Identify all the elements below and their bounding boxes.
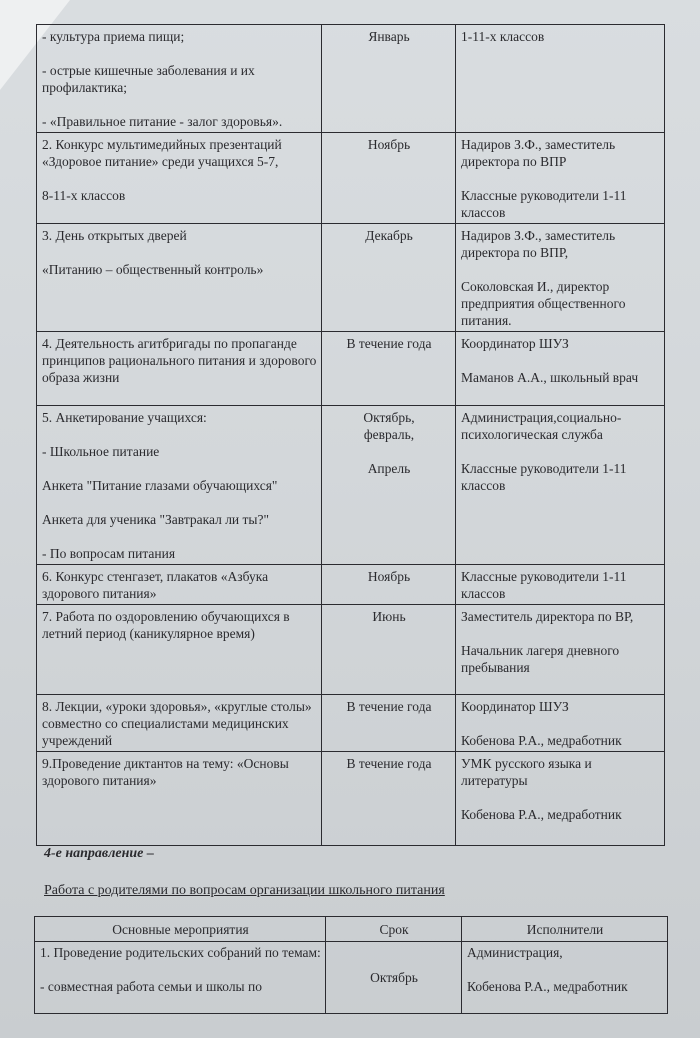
term-cell bbox=[322, 332, 456, 406]
term-cell bbox=[322, 25, 456, 133]
section-subheading: Работа с родителями по вопросам организации школьного питания bbox=[44, 883, 445, 898]
cell-line: В течение года bbox=[346, 756, 432, 771]
executor-line: Кобенова Р.А., медработник bbox=[467, 979, 628, 994]
cell-line bbox=[461, 170, 660, 187]
cell-line bbox=[461, 789, 660, 806]
executors-cell bbox=[456, 565, 665, 605]
table-row bbox=[37, 406, 665, 565]
cell-line: - Школьное питание bbox=[42, 444, 160, 459]
cell-line: Апрель bbox=[367, 461, 411, 476]
cell-line: Классные руководители 1-11 классов bbox=[461, 461, 627, 493]
cell-line: Маманов А.А., школьный врач bbox=[461, 370, 639, 385]
parents-table bbox=[34, 916, 668, 1014]
table-row bbox=[37, 752, 665, 846]
event-line: 1. Проведение родительских собраний по темам: bbox=[40, 945, 321, 960]
event-cell bbox=[35, 942, 326, 1014]
table-row bbox=[37, 332, 665, 406]
cell-line: «Питанию – общественный контроль» bbox=[42, 262, 264, 277]
cell-line: 7. Работа по оздоровлению обучающихся в летний период (каникулярное время) bbox=[42, 609, 290, 641]
cell-line bbox=[327, 443, 451, 460]
cell-line: - По вопросам питания bbox=[42, 546, 176, 561]
cell-line: 8-11-х классов bbox=[42, 188, 126, 203]
header-executors: Исполнители bbox=[462, 917, 668, 942]
executors-cell bbox=[456, 133, 665, 224]
cell-line: 6. Конкурс стенгазет, плакатов «Азбука здорового питания» bbox=[42, 569, 269, 601]
table-row bbox=[37, 695, 665, 752]
cell-line: В течение года bbox=[346, 336, 432, 351]
cell-line: Октябрь, bbox=[363, 410, 415, 425]
cell-line: Кобенова Р.А., медработник bbox=[461, 733, 622, 748]
term-cell: Октябрь bbox=[326, 942, 462, 1014]
cell-line bbox=[42, 494, 317, 511]
cell-line: 3. День открытых дверей bbox=[42, 228, 187, 243]
event-cell bbox=[37, 133, 322, 224]
cell-line bbox=[461, 715, 660, 732]
table-header-row bbox=[35, 917, 668, 942]
event-cell bbox=[37, 224, 322, 332]
cell-line bbox=[461, 261, 660, 278]
event-cell bbox=[37, 332, 322, 406]
table-row bbox=[37, 565, 665, 605]
cell-line: Анкета для ученика "Завтракал ли ты?" bbox=[42, 512, 270, 527]
executors-cell bbox=[456, 605, 665, 695]
cell-line: - «Правильное питание - залог здоровья». bbox=[42, 114, 283, 129]
cell-line: Соколовская И., директор предприятия общественного питания. bbox=[461, 279, 626, 328]
executors-cell bbox=[456, 752, 665, 846]
event-cell bbox=[37, 752, 322, 846]
cell-line: Классные руководители 1-11 классов bbox=[461, 188, 627, 220]
cell-line bbox=[42, 244, 317, 261]
cell-line: УМК русского языка и литературы bbox=[461, 756, 592, 788]
table-row bbox=[35, 942, 668, 1014]
cell-line bbox=[42, 528, 317, 545]
term-cell bbox=[322, 752, 456, 846]
term-cell bbox=[322, 406, 456, 565]
events-table bbox=[36, 24, 665, 846]
executors-cell bbox=[456, 332, 665, 406]
cell-line: Декабрь bbox=[365, 228, 413, 243]
cell-line: 1-11-х классов bbox=[461, 29, 545, 44]
event-cell bbox=[37, 695, 322, 752]
cell-line bbox=[461, 625, 660, 642]
header-events: Основные мероприятия bbox=[35, 917, 326, 942]
executors-cell bbox=[456, 224, 665, 332]
executor-line: Администрация, bbox=[467, 945, 563, 960]
cell-line: Заместитель директора по ВР, bbox=[461, 609, 634, 624]
table-row bbox=[37, 133, 665, 224]
cell-line bbox=[42, 426, 317, 443]
event-cell bbox=[37, 25, 322, 133]
cell-line: - острые кишечные заболевания и их профилактика; bbox=[42, 63, 255, 95]
cell-line: - культура приема пищи; bbox=[42, 29, 185, 44]
event-line: - совместная работа семьи и школы по bbox=[40, 979, 262, 994]
table-row bbox=[37, 224, 665, 332]
section-heading: 4-е направление – bbox=[44, 846, 154, 861]
cell-line bbox=[42, 96, 317, 113]
table-row bbox=[37, 25, 665, 133]
cell-line: 2. Конкурс мультимедийных презентаций «Здоровое питание» среди учащихся 5-7, bbox=[42, 137, 282, 169]
cell-line bbox=[42, 460, 317, 477]
cell-line: Администрация,социально-психологическая служба bbox=[461, 410, 622, 442]
cell-line: Надиров З.Ф., заместитель директора по ВПР, bbox=[461, 228, 616, 260]
term-cell bbox=[322, 565, 456, 605]
cell-line: В течение года bbox=[346, 699, 432, 714]
term-cell bbox=[322, 695, 456, 752]
term-cell bbox=[322, 133, 456, 224]
cell-line: Июнь bbox=[372, 609, 406, 624]
table-row bbox=[37, 605, 665, 695]
cell-line: Классные руководители 1-11 классов bbox=[461, 569, 627, 601]
cell-line: Ноябрь bbox=[367, 569, 411, 584]
cell-line: Ноябрь bbox=[367, 137, 411, 152]
executors-cell bbox=[456, 695, 665, 752]
executors-cell bbox=[456, 406, 665, 565]
event-cell bbox=[37, 565, 322, 605]
cell-line: Анкета "Питание глазами обучающихся" bbox=[42, 478, 278, 493]
cell-line: Начальник лагеря дневного пребывания bbox=[461, 643, 620, 675]
cell-line: Надиров З.Ф., заместитель директора по ВПР bbox=[461, 137, 616, 169]
cell-line: Январь bbox=[368, 29, 410, 44]
cell-line bbox=[42, 45, 317, 62]
term-cell bbox=[322, 224, 456, 332]
executors-cell bbox=[462, 942, 668, 1014]
cell-line: Координатор ШУЗ bbox=[461, 699, 569, 714]
cell-line: 5. Анкетирование учащихся: bbox=[42, 410, 207, 425]
cell-line bbox=[461, 352, 660, 369]
cell-line: Координатор ШУЗ bbox=[461, 336, 569, 351]
event-cell bbox=[37, 605, 322, 695]
cell-line: 4. Деятельность агитбригады по пропаганде принципов рационального питания и здорового образа жизни bbox=[42, 336, 317, 385]
term-cell bbox=[322, 605, 456, 695]
header-term: Срок bbox=[326, 917, 462, 942]
executors-cell bbox=[456, 25, 665, 133]
cell-line: 9.Проведение диктантов на тему: «Основы здорового питания» bbox=[42, 756, 289, 788]
cell-line: 8. Лекции, «уроки здоровья», «круглые столы» совместно со специалистами медицинских учреждений bbox=[42, 699, 312, 748]
cell-line: Кобенова Р.А., медработник bbox=[461, 807, 622, 822]
event-cell bbox=[37, 406, 322, 565]
cell-line bbox=[42, 170, 317, 187]
cell-line bbox=[461, 443, 660, 460]
cell-line: февраль, bbox=[363, 427, 415, 442]
